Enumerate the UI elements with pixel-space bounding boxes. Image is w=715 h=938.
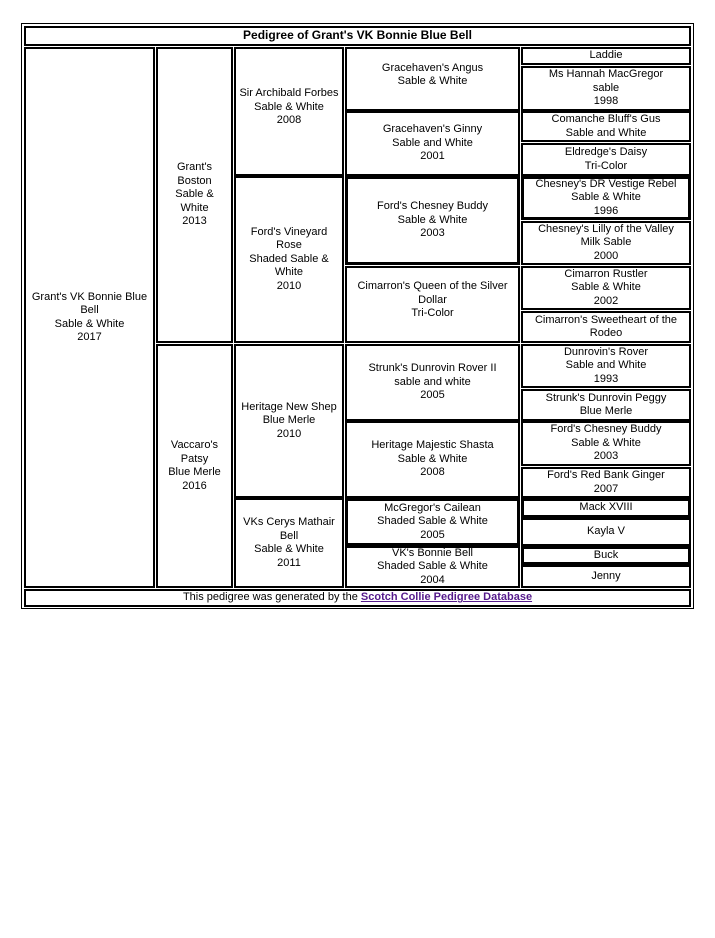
great-grandparent-name: Gracehaven's Ginny Sable and White 2001 (382, 123, 483, 163)
great-great-grandparent-name: Cimarron's Sweetheart of the Rodeo (534, 313, 678, 339)
great-great-grandparent-cell (521, 66, 691, 111)
great-great-grandparent-cell (521, 176, 691, 220)
great-great-grandparent-cell (521, 546, 691, 565)
grandparent-name: Heritage New Shep Blue Merle 2010 (241, 400, 337, 440)
great-grandparent-name: Heritage Majestic Shasta Sable & White 2008 (371, 439, 494, 479)
pedigree-title-text: Pedigree of Grant's VK Bonnie Blue Bell (243, 28, 472, 43)
great-great-grandparent-name: Ms Hannah MacGregor sable 1998 (548, 68, 664, 108)
grandparent-name: Ford's Vineyard Rose Shaded Sable & White 2010 (249, 225, 329, 292)
footer-text (183, 591, 532, 605)
pedigree-footer (24, 589, 691, 607)
great-great-grandparent-name: Chesney's Lilly of the Valley Milk Sable 2000 (538, 222, 674, 262)
great-grandparent-name: Ford's Chesney Buddy Sable & White 2003 (377, 200, 488, 240)
great-great-grandparent-cell (521, 47, 691, 65)
subject-cell (24, 47, 155, 588)
great-great-grandparent-cell (521, 498, 691, 518)
great-great-grandparent-cell (521, 311, 691, 343)
great-great-grandparent-cell (521, 389, 691, 421)
great-great-grandparent-cell (521, 143, 691, 176)
database-link[interactable]: Scotch Collie Pedigree Database (360, 591, 533, 604)
great-great-grandparent-name: Dunrovin's Rover Sable and White 1993 (563, 345, 649, 385)
great-great-grandparent-cell (521, 467, 691, 498)
grandparent-name: Sir Archibald Forbes Sable & White 2008 (239, 87, 339, 127)
great-grandparent-name: Strunk's Dunrovin Rover II sable and white 2005 (368, 362, 497, 402)
grandparent-name: VKs Cerys Mathair Bell Sable & White 2011 (243, 516, 335, 569)
great-grandparent-name: VK's Bonnie Bell Shaded Sable & White 2004 (377, 546, 488, 586)
dam-cell (156, 344, 233, 588)
great-great-grandparent-name: Ford's Red Bank Ginger 2007 (547, 469, 665, 495)
great-great-grandparent-cell (521, 421, 691, 466)
great-great-grandparent-cell (521, 518, 691, 546)
great-grandparent-cell (345, 47, 520, 111)
great-grandparent-cell (345, 111, 520, 176)
pedigree-table (21, 23, 694, 609)
dam-name: Vaccaro's Patsy Blue Merle 2016 (168, 439, 221, 492)
great-great-grandparent-cell (521, 266, 691, 310)
great-great-grandparent-cell (521, 565, 691, 588)
pedigree-title (24, 26, 691, 46)
great-great-grandparent-cell (521, 344, 691, 388)
great-great-grandparent-name: Mack XVIII (579, 501, 633, 514)
subject-name: Grant's VK Bonnie Blue Bell Sable & White 2017 (31, 290, 148, 343)
great-great-grandparent-cell (521, 221, 691, 265)
great-grandparent-name: Gracehaven's Angus Sable & White (381, 61, 484, 87)
grandparent-cell (234, 47, 344, 176)
great-grandparent-name: McGregor's Cailean Shaded Sable & White 2005 (377, 501, 488, 541)
great-great-grandparent-name: Jenny (591, 569, 621, 582)
great-great-grandparent-name: Kayla V (587, 525, 625, 538)
footer-prefix: This pedigree was generated by the (182, 591, 361, 604)
great-great-grandparent-name: Buck (593, 548, 619, 561)
great-great-grandparent-cell (521, 111, 691, 142)
grandparent-cell (234, 176, 344, 343)
great-great-grandparent-name: Comanche Bluff's Gus Sable and White (551, 113, 661, 139)
great-great-grandparent-name: Chesney's DR Vestige Rebel Sable & White 1996 (535, 177, 677, 217)
great-great-grandparent-name: Strunk's Dunrovin Peggy Blue Merle (545, 391, 667, 417)
great-grandparent-name: Cimarron's Queen of the Silver Dollar Tri-Color (357, 280, 508, 320)
great-grandparent-cell (345, 344, 520, 421)
great-grandparent-cell (345, 176, 520, 265)
great-great-grandparent-name: Laddie (589, 49, 623, 62)
great-great-grandparent-name: Cimarron Rustler Sable & White 2002 (564, 267, 648, 307)
sire-cell (156, 47, 233, 343)
great-great-grandparent-name: Eldredge's Daisy Tri-Color (564, 146, 648, 172)
great-grandparent-cell (345, 421, 520, 498)
great-great-grandparent-name: Ford's Chesney Buddy Sable & White 2003 (550, 423, 662, 463)
great-grandparent-cell (345, 498, 520, 546)
sire-name: Grant's Boston Sable & White 2013 (175, 161, 214, 228)
grandparent-cell (234, 344, 344, 498)
great-grandparent-cell (345, 266, 520, 343)
grandparent-cell (234, 498, 344, 588)
great-grandparent-cell (345, 546, 520, 588)
